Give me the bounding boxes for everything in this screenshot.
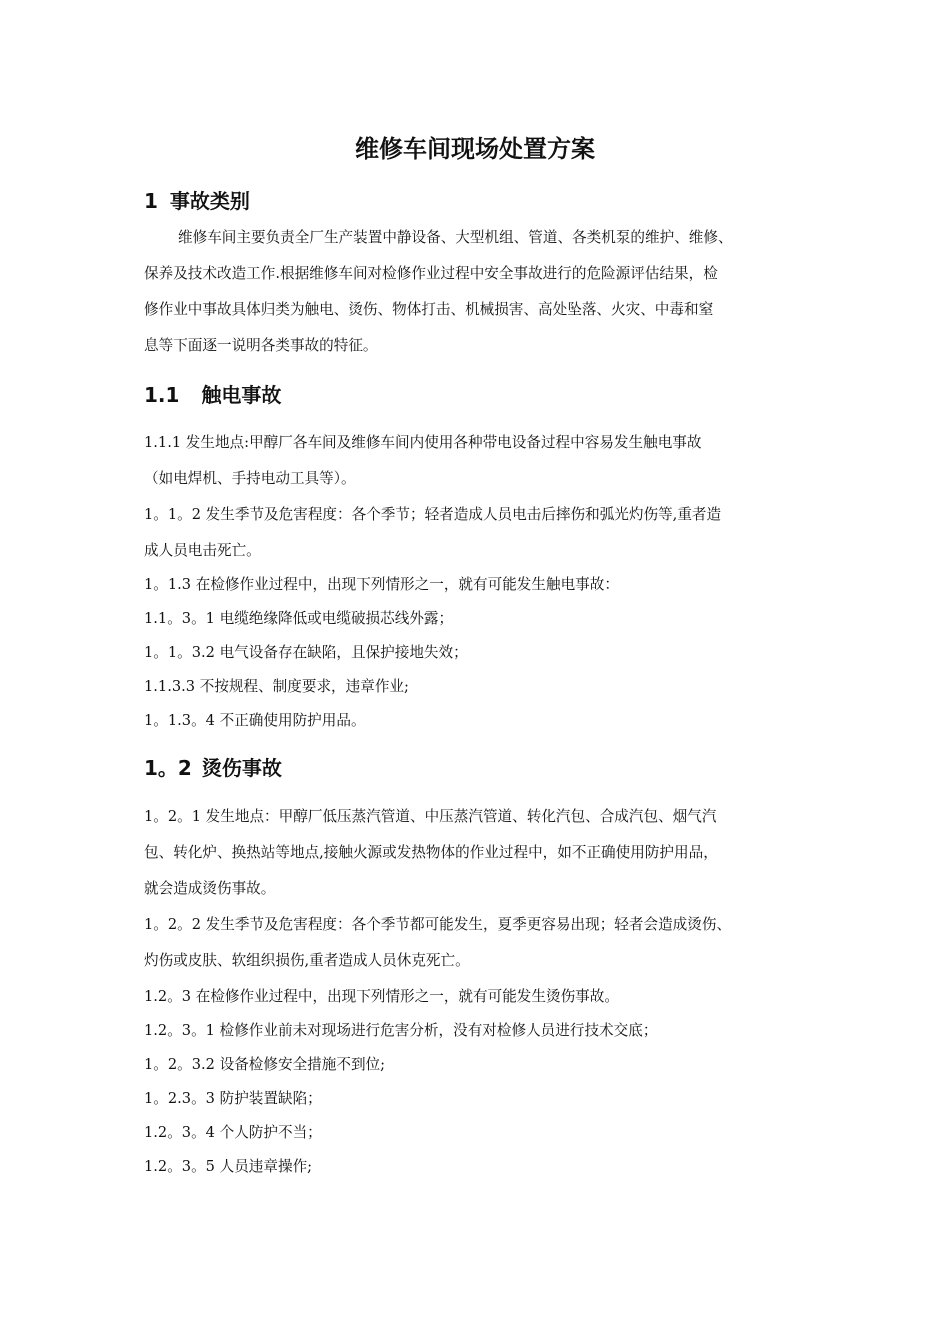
list-line: 1.1.3.3 不按规程、制度要求，违章作业; bbox=[144, 678, 409, 695]
list-line: 1。1。3.2 电气设备存在缺陷，且保护接地失效； bbox=[144, 644, 468, 661]
list-line: 1。1.3 在检修作业过程中，出现下列情形之一，就有可能发生触电事故： bbox=[144, 576, 619, 593]
paragraph-line: 修作业中事故具体归类为触电、烫伤、物体打击、机械损害、高处坠落、火灾、中毒和窒 bbox=[144, 301, 714, 318]
list-line: 1.2。3。4 个人防护不当； bbox=[144, 1124, 322, 1141]
section-title: 烫伤事故 bbox=[201, 756, 282, 780]
list-line: 灼伤或皮肤、软组织损伤,重者造成人员休克死亡。 bbox=[144, 952, 470, 969]
list-line: 成人员电击死亡。 bbox=[144, 542, 261, 559]
paragraph-line: 保养及技术改造工作.根据维修车间对检修作业过程中安全事故进行的危险源评估结果，检 bbox=[144, 265, 718, 282]
list-line: 1。2.3。3 防护装置缺陷； bbox=[144, 1090, 322, 1107]
list-line: 1.1.1 发生地点:甲醇厂各车间及维修车间内使用各种带电设备过程中容易发生触电事故 bbox=[144, 434, 702, 451]
paragraph-line: 维修车间主要负责全厂生产装置中静设备、大型机组、管道、各类机泵的维护、维修、 bbox=[178, 229, 733, 246]
paragraph-line: 息等下面逐一说明各类事故的特征。 bbox=[144, 337, 378, 354]
list-line: 1。1。2 发生季节及危害程度：各个季节；轻者造成人员电击后摔伤和弧光灼伤等,重者造 bbox=[144, 506, 722, 523]
list-line: 1。2。2 发生季节及危害程度：各个季节都可能发生，夏季更容易出现；轻者会造成烫伤、 bbox=[144, 916, 732, 933]
document-title: 维修车间现场处置方案 bbox=[355, 135, 595, 163]
list-line: 1.2。3 在检修作业过程中，出现下列情形之一，就有可能发生烫伤事故。 bbox=[144, 988, 619, 1005]
list-line: 1.1。3。1 电缆绝缘降低或电缆破损芯线外露； bbox=[144, 610, 454, 627]
section-number: 1 bbox=[144, 189, 158, 213]
list-line: 1.2。3。1 检修作业前未对现场进行危害分析，没有对检修人员进行技术交底； bbox=[144, 1022, 658, 1039]
list-line: 就会造成烫伤事故。 bbox=[144, 880, 276, 897]
list-line: （如电焊机、手持电动工具等）。 bbox=[144, 470, 356, 487]
list-line: 1。2。1 发生地点：甲醇厂低压蒸汽管道、中压蒸汽管道、转化汽包、合成汽包、烟气汽 bbox=[144, 808, 717, 825]
section-title: 事故类别 bbox=[169, 189, 250, 213]
list-line: 1。2。3.2 设备检修安全措施不到位; bbox=[144, 1056, 386, 1073]
section-heading-1-1 bbox=[144, 380, 281, 410]
list-line: 包、转化炉、换热站等地点,接触火源或发热物体的作业过程中，如不正确使用防护用品， bbox=[144, 844, 718, 861]
section-number: 1。2 bbox=[144, 756, 192, 780]
list-line: 1.2。3。5 人员违章操作; bbox=[144, 1158, 313, 1175]
list-line: 1。1.3。4 不正确使用防护用品。 bbox=[144, 712, 366, 729]
section-number: 1.1 bbox=[144, 383, 180, 407]
section-heading-1 bbox=[144, 186, 250, 216]
section-title: 触电事故 bbox=[201, 383, 282, 407]
section-heading-1-2 bbox=[144, 753, 282, 783]
